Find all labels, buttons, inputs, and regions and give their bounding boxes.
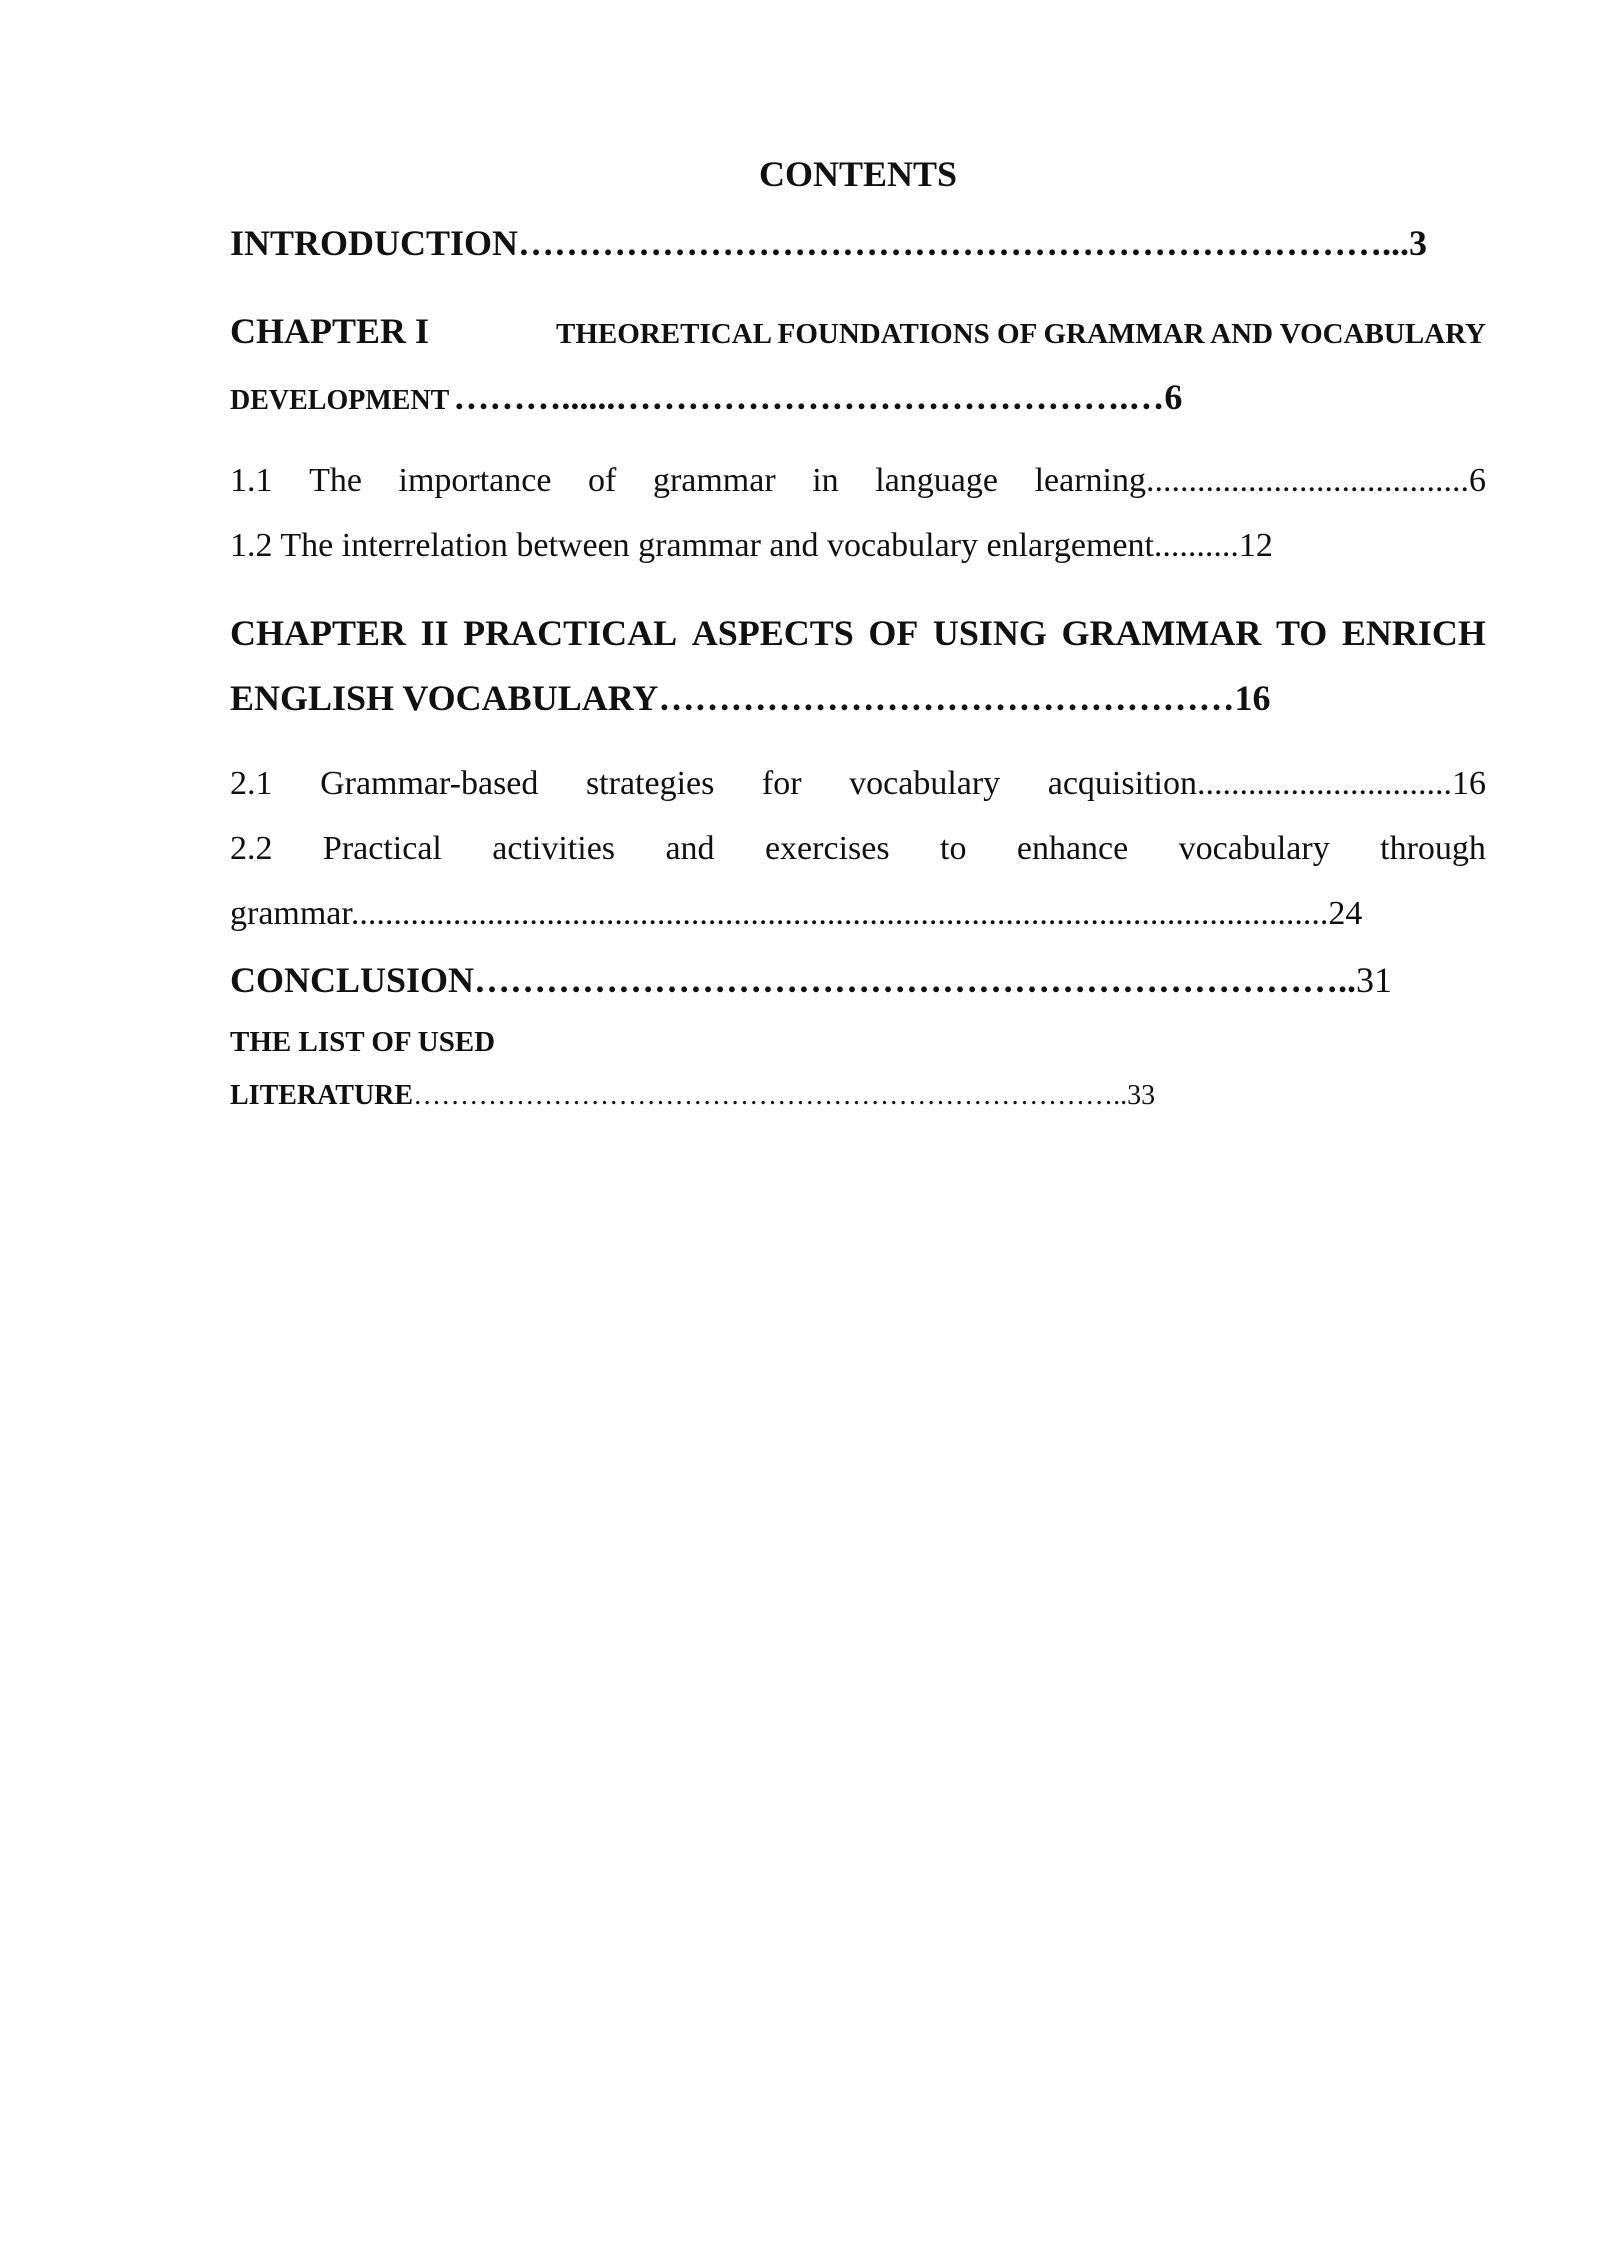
literature-page: 33 [1127,1080,1156,1111]
word: GRAMMAR [1061,613,1262,653]
word: exercises [764,830,890,867]
word: TO [1275,613,1328,653]
word: learning......................................6 [1034,462,1486,499]
chapter-1-title-line2: DEVELOPMENT [230,385,450,416]
word: activities [492,830,616,867]
word: ENRICH [1341,613,1486,653]
word: importance [398,462,552,499]
word: ASPECTS [691,613,854,653]
entry-dots: ………………………………………………………………... [518,223,1410,263]
toc-entry-introduction[interactable] [230,222,1427,264]
chapter-2-page: 16 [1234,678,1271,718]
word: 2.1 [230,765,273,802]
word: language [875,462,998,499]
word: through [1380,830,1486,867]
word: enhance [1016,830,1129,867]
word: for [761,765,802,802]
chapter-1-dots: ………......…………………………………….… [453,377,1165,417]
word: OF [868,613,919,653]
toc-entry-section-2-2[interactable] [230,830,1486,868]
word: 1.1 [230,462,273,499]
toc-entry-section-1-2[interactable]: 1.2 The interrelation between grammar and vocabulary enlargement..........12 [230,527,1273,564]
word: 2.2 [230,830,273,867]
literature-dots: ………………………………………………………………….. [413,1080,1128,1111]
conclusion-dots: ……………………………………………………………….. [474,960,1357,1000]
word: to [940,830,967,867]
toc-entry-section-2-2-cont[interactable]: grammar...................................................................................................................24 [230,895,1363,932]
word: vocabulary [1178,830,1330,867]
entry-label: INTRODUCTION [230,223,519,263]
chapter-1-title-line1: THEORETICAL FOUNDATIONS OF GRAMMAR AND VOCABULARY [556,318,1486,350]
word: PRACTICAL [463,613,678,653]
word: USING [932,613,1047,653]
word: acquisition..............................16 [1047,765,1486,802]
toc-entry-literature[interactable]: THE LIST OF USED [230,1026,496,1058]
toc-entry-literature-cont[interactable] [230,1080,1155,1112]
toc-entry-conclusion[interactable] [230,959,1392,1001]
word: Grammar-based [320,765,539,802]
toc-entry-chapter-1[interactable] [230,310,1486,352]
toc-entry-chapter-1-cont[interactable] [230,376,1182,418]
word: vocabulary [849,765,1001,802]
conclusion-page: 31 [1356,960,1393,1000]
word: II [420,613,449,653]
chapter-1-page: 6 [1164,377,1183,417]
entry-page: 3 [1409,223,1428,263]
word: Practical [322,830,442,867]
word: CHAPTER [230,613,407,653]
toc-entry-chapter-2-cont[interactable] [230,677,1270,719]
literature-label: LITERATURE [230,1080,414,1111]
chapter-2-title-line2: ENGLISH VOCABULARY [230,678,659,718]
word: of [588,462,617,499]
toc-entry-section-2-1[interactable] [230,765,1486,803]
word: in [812,462,839,499]
toc-entry-section-1-1[interactable] [230,462,1486,500]
word: grammar [652,462,776,499]
toc-entry-chapter-2[interactable] [230,612,1486,654]
conclusion-label: CONCLUSION [230,960,475,1000]
chapter-2-dots: ………………………………………… [658,678,1235,718]
contents-heading: CONTENTS [758,154,958,194]
word: and [665,830,715,867]
word: The [309,462,362,499]
chapter-1-prefix: CHAPTER I [230,311,430,351]
word: strategies [585,765,715,802]
